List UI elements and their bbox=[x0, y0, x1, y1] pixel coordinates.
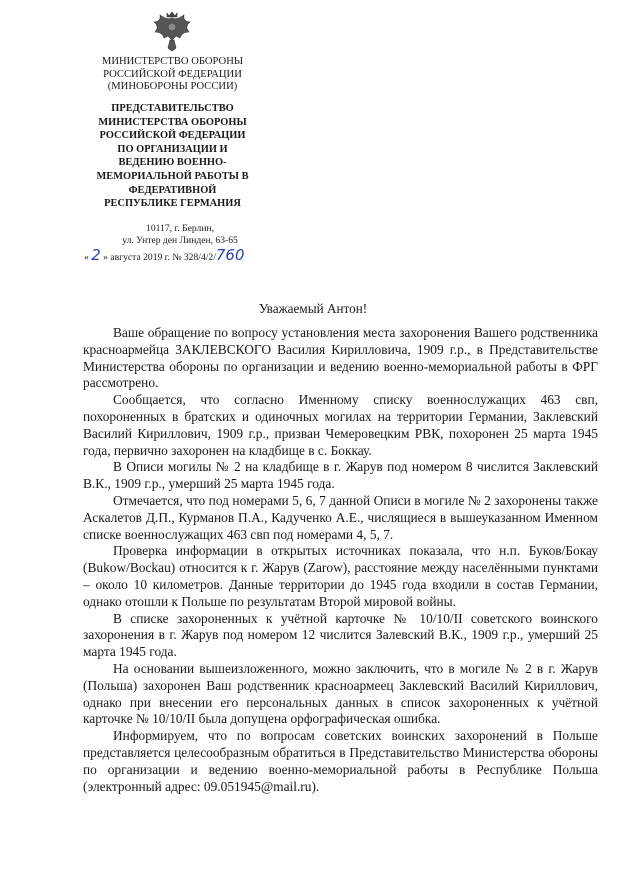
body-paragraph: В списке захороненных к учётной карточке № 10/10/II советского воинского захоронения в г. Жарув под номером 12 числится Залевский В.К., 1909 г.р., умерший 25 марта 1945 года. bbox=[83, 610, 598, 660]
representation-line: РЕСПУБЛИКЕ ГЕРМАНИЯ bbox=[104, 198, 241, 210]
sender-address bbox=[85, 223, 275, 248]
body-paragraph: В Описи могилы № 2 на кладбище в г. Жарув под номером 8 числится Заклевский В.К., 1909 г.р., умерший 25 марта 1945 года. bbox=[83, 459, 598, 492]
ministry-line: РОССИЙСКОЙ ФЕДЕРАЦИИ bbox=[103, 68, 242, 80]
handwritten-reference-number: 760 bbox=[215, 246, 245, 264]
body-paragraph: Проверка информации в открытых источниках показала, что н.п. Буков/Бокау (Bukow/Bockau) относится к г. Жарув (Zarow), расстояние между населёнными пунктами – около 10 километров. Данные территории до 1945 года входили в состав Германии, однако отошли к Польше по результатам Второй мировой войны. bbox=[83, 543, 598, 609]
representation-line: ФЕДЕРАТИВНОЙ bbox=[128, 184, 217, 196]
representation-line: МЕМОРИАЛЬНОЙ РАБОТЫ В bbox=[96, 170, 249, 182]
representation-line: РОССИЙСКОЙ ФЕДЕРАЦИИ bbox=[99, 130, 246, 142]
letter-body bbox=[83, 325, 598, 795]
representation-line: ВЕДЕНИЮ ВОЕННО- bbox=[118, 157, 227, 169]
body-paragraph: Информируем, что по вопросам советских воинских захоронений в Польше представляется целесообразным обратиться в Представительство Министерства обороны по организации и ведению военно-мемориальной работы в Республике Польша (электронный адрес: 09.051945@mail.ru). bbox=[83, 728, 598, 794]
ministry-line: МИНИСТЕРСТВО ОБОРОНЫ bbox=[101, 56, 244, 67]
double-headed-eagle-emblem-icon bbox=[150, 10, 194, 54]
date-open-quote: « bbox=[84, 252, 89, 263]
body-paragraph: Ваше обращение по вопросу установления места захоронения Вашего родственника красноармейца ЗАКЛЕВСКОГО Василия Кирилловича, 1909 г.р., в Представительстве Министерства обороны по организации и ведению военно-мемориальной работы в ФРГ рассмотрено. bbox=[83, 325, 598, 391]
date-rest: » августа 2019 г. № 328/4/2/ bbox=[103, 252, 216, 263]
body-paragraph: На основании вышеизложенного, можно заключить, что в могиле № 2 в г. Жарув (Польша) захоронен Ваш родственник красноармеец Заклевский Василий Кириллович, однако при внесении его персональных данных в список захороненных к учётной карточке № 10/10/II была допущена орфографическая ошибка. bbox=[83, 660, 598, 727]
handwritten-day: 2 bbox=[91, 246, 101, 264]
representation-line: ПРЕДСТАВИТЕЛЬСТВО bbox=[111, 103, 234, 114]
representation-line: МИНИСТЕРСТВА ОБОРОНЫ bbox=[98, 116, 247, 128]
body-paragraph: Отмечается, что под номерами 5, 6, 7 данной Описи в могиле № 2 захоронены также Аскалетов Д.П., Курманов П.А., Кадученко А.Е., числящиеся в вышеуказанном Именном списке военнослужащих 463 свп под номерами 4, 5, 7. bbox=[83, 492, 598, 542]
date-and-reference bbox=[84, 248, 304, 265]
greeting: Уважаемый Антон! bbox=[258, 301, 368, 316]
ministry-title bbox=[70, 56, 275, 94]
body-paragraph: Сообщается, что согласно Именному списку военнослужащих 463 свп, похороненных в братских и одиночных могилах на территории Германии, Заклевский Василий Кириллович, 1909 г.р., призван Чемеровецким РВК, похоронен 25 марта 1945 года, первично захоронен на кладбище в с. Боккау. bbox=[83, 392, 598, 458]
address-line: 10117, г. Берлин, bbox=[146, 223, 214, 234]
representation-line: ПО ОРГАНИЗАЦИИ И bbox=[117, 143, 228, 155]
ministry-line: (МИНОБОРОНЫ РОССИИ) bbox=[107, 81, 238, 93]
address-line: ул. Унтер ден Линден, 63-65 bbox=[122, 235, 238, 247]
representation-title bbox=[70, 102, 275, 211]
